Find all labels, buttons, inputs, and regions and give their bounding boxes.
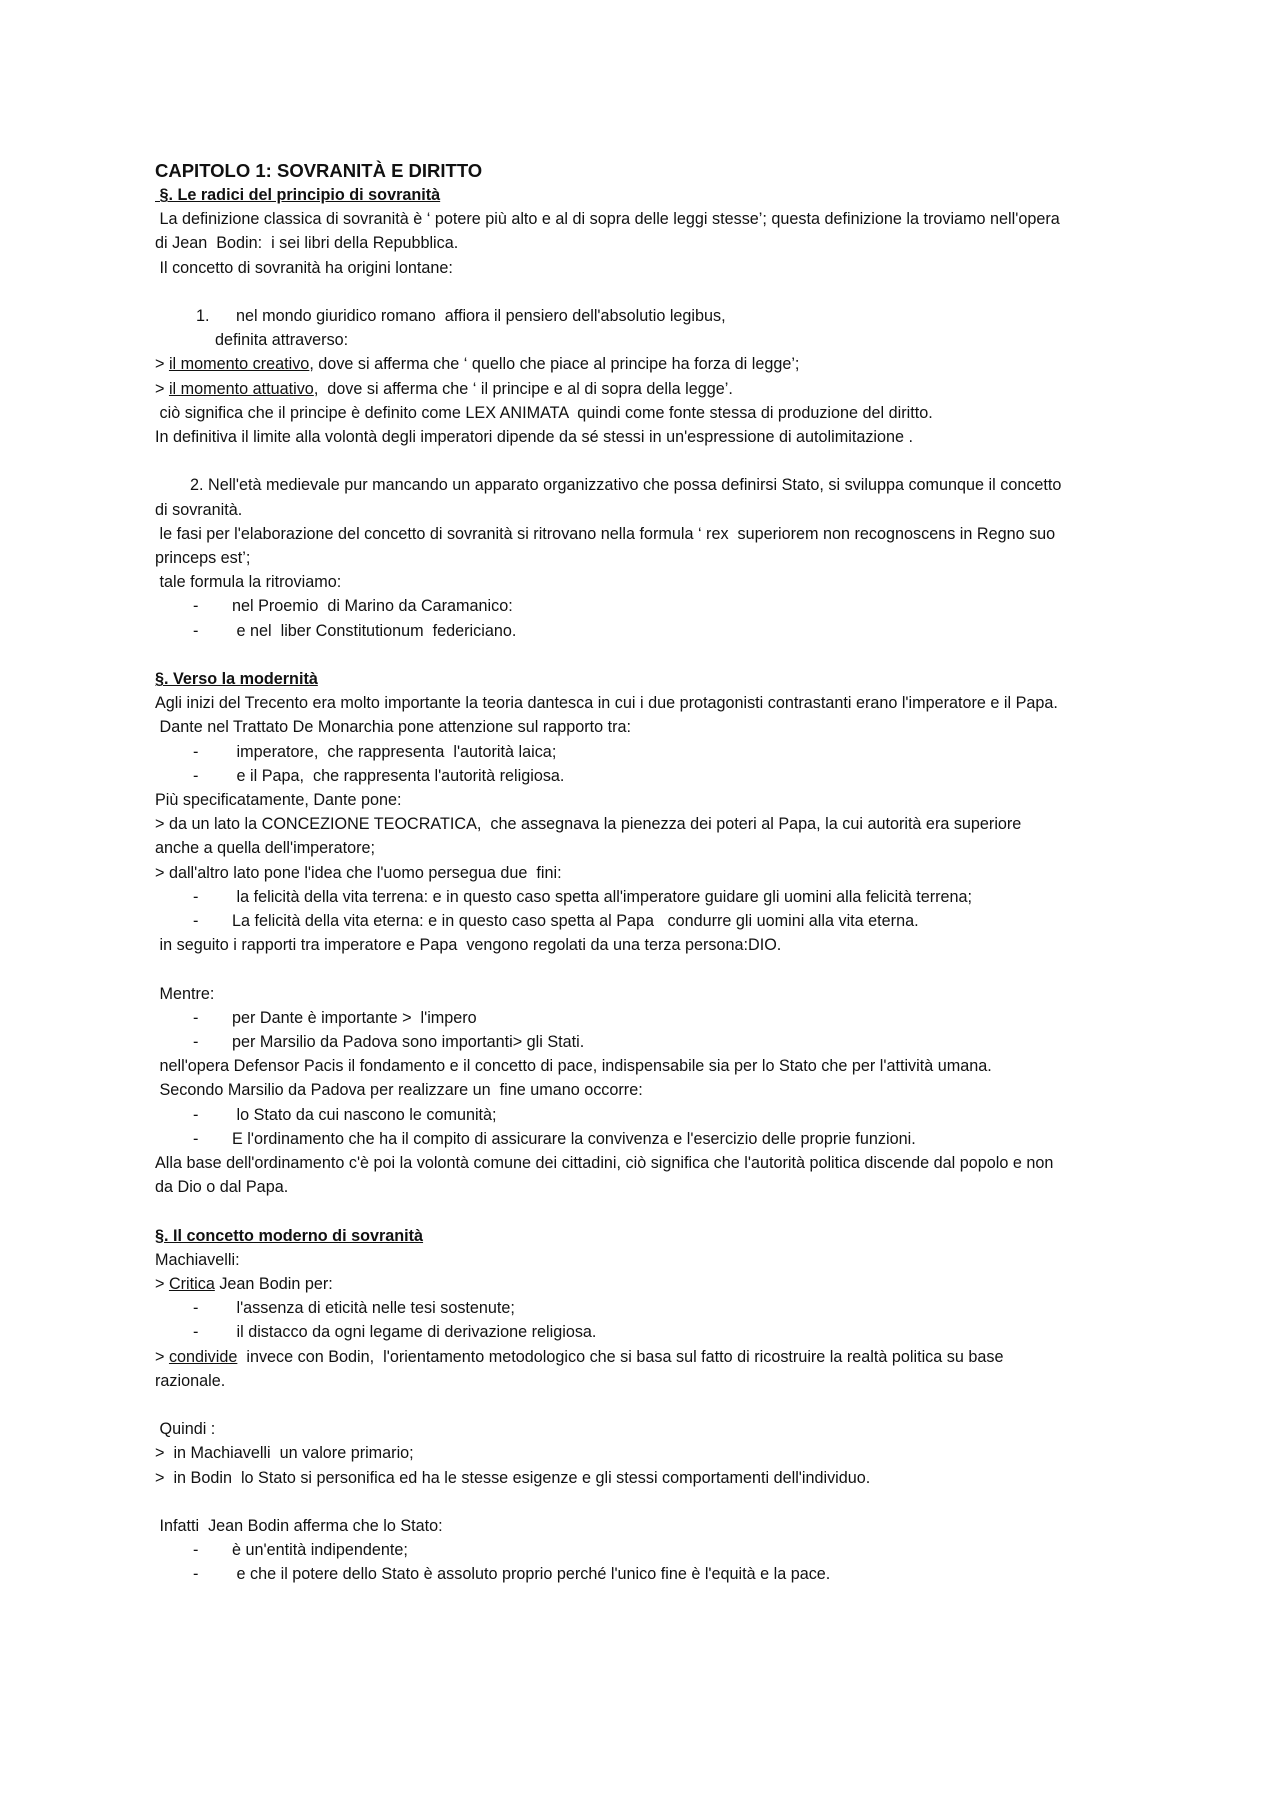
item-text: e nel liber Constitutionum federiciano. [232, 621, 517, 640]
spacer [155, 643, 1130, 667]
paragraph: > in Machiavelli un valore primario; [155, 1444, 414, 1463]
dash-item [155, 1103, 1130, 1127]
dash-item [155, 1562, 1130, 1586]
spacer [155, 1490, 1130, 1514]
dash-marker: - [193, 887, 199, 906]
paragraph: di sovranità. [155, 500, 243, 519]
item-text: , dove si afferma che ‘ il principe e al di sopra della legge’. [313, 379, 733, 398]
item-text: La felicità della vita eterna: e in questo caso spetta al Papa condurre gli uomini alla vita eterna. [232, 912, 919, 931]
paragraph: Il concetto di sovranità ha origini lontane: [155, 258, 453, 277]
numbered-item-2: 2. Nell'età medievale pur mancando un apparato organizzativo che possa definirsi Stato, si sviluppa comunque il concetto [190, 476, 1062, 495]
underlined-term: condivide [168, 1347, 238, 1366]
dash-item [155, 1296, 1130, 1320]
list-item-momento-attuativo [155, 377, 1130, 401]
arrow-marker: > [155, 379, 169, 398]
dash-marker: - [193, 621, 199, 640]
spacer [155, 449, 1130, 473]
item-text: e che il potere dello Stato è assoluto proprio perché l'unico fine è l'equità e la pace. [232, 1565, 831, 1584]
item-text: per Dante è importante > l'impero [232, 1008, 477, 1027]
item-text: nel Proemio di Marino da Caramanico: [232, 597, 513, 616]
dash-item [155, 740, 1130, 764]
paragraph: princeps est’; [155, 549, 251, 568]
paragraph: nell'opera Defensor Pacis il fondamento e il concetto di pace, indispensabile sia per lo Stato che per l'attività umana. [155, 1057, 992, 1076]
item-text: è un'entità indipendente; [232, 1541, 408, 1560]
item-text: per Marsilio da Padova sono importanti> gli Stati. [232, 1033, 585, 1052]
dash-marker: - [193, 1299, 199, 1318]
dash-item [155, 909, 1130, 933]
dash-marker: - [193, 766, 199, 785]
spacer [155, 1393, 1130, 1417]
paragraph: di Jean Bodin: i sei libri della Repubblica. [155, 234, 459, 253]
paragraph: da Dio o dal Papa. [155, 1178, 289, 1197]
paragraph: ciò significa che il principe è definito come LEX ANIMATA quindi come fonte stessa di produzione del diritto. [155, 403, 933, 422]
item-text: il distacco da ogni legame di derivazione religiosa. [232, 1323, 597, 1342]
item-text: Jean Bodin per: [214, 1275, 333, 1294]
item-text: E l'ordinamento che ha il compito di assicurare la convivenza e l'esercizio delle proprie funzioni. [232, 1129, 916, 1148]
list-item-condivide [155, 1345, 1130, 1369]
paragraph: tale formula la ritroviamo: [155, 573, 342, 592]
dash-marker: - [193, 1323, 199, 1342]
paragraph: Mentre: [155, 984, 215, 1003]
paragraph: Dante nel Trattato De Monarchia pone attenzione sul rapporto tra: [155, 718, 632, 737]
dash-item [155, 764, 1130, 788]
dash-marker: - [193, 597, 199, 616]
dash-marker: - [193, 1541, 199, 1560]
dash-item [155, 594, 1130, 618]
paragraph: Secondo Marsilio da Padova per realizzare un fine umano occorre: [155, 1081, 643, 1100]
spacer [155, 1199, 1130, 1223]
spacer [155, 280, 1130, 304]
paragraph: La definizione classica di sovranità è ‘ potere più alto e al di sopra delle leggi stesse’; questa definizione la troviamo nell'opera [155, 210, 1060, 229]
item-text: l'assenza di eticità nelle tesi sostenute; [232, 1299, 515, 1318]
section-heading-radici: §. Le radici del principio di sovranità [155, 186, 441, 204]
paragraph: > da un lato la CONCEZIONE TEOCRATICA, che assegnava la pienezza dei poteri al Papa, la cui autorità era superiore [155, 815, 1022, 834]
paragraph: Machiavelli: [155, 1250, 240, 1269]
section-heading-modernita: §. Verso la modernità [155, 670, 318, 689]
paragraph: anche a quella dell'imperatore; [155, 839, 375, 858]
paragraph: Più specificatamente, Dante pone: [155, 791, 402, 810]
item-number: 1. [196, 307, 210, 325]
dash-marker: - [193, 1129, 199, 1148]
arrow-marker: > [155, 1347, 169, 1366]
dash-marker: - [193, 742, 199, 761]
dash-item [155, 1030, 1130, 1054]
chapter-title: CAPITOLO 1: SOVRANITÀ E DIRITTO [155, 160, 483, 181]
dash-marker: - [193, 1008, 199, 1027]
paragraph: > dall'altro lato pone l'idea che l'uomo persegua due fini: [155, 863, 562, 882]
dash-item [155, 619, 1130, 643]
paragraph: in seguito i rapporti tra imperatore e Papa vengono regolati da una terza persona:DIO. [155, 936, 782, 955]
underlined-term: il momento attuativo [168, 379, 314, 398]
item-text: e il Papa, che rappresenta l'autorità religiosa. [232, 766, 565, 785]
paragraph: > in Bodin lo Stato si personifica ed ha le stesse esigenze e gli stessi comportamenti dell'individuo. [155, 1468, 871, 1487]
section-heading-concetto-moderno: §. Il concetto moderno di sovranità [155, 1226, 424, 1245]
underlined-term: il momento creativo [168, 355, 310, 374]
dash-marker: - [193, 1105, 199, 1124]
arrow-marker: > [155, 1275, 169, 1294]
item-subline: definita attraverso: [215, 331, 349, 350]
paragraph: le fasi per l'elaborazione del concetto di sovranità si ritrovano nella formula ‘ rex superiorem non recognoscens in Regno suo [155, 524, 1056, 543]
paragraph: Quindi : [155, 1420, 216, 1439]
dash-item [155, 1538, 1130, 1562]
dash-item [155, 1006, 1130, 1030]
paragraph: Infatti Jean Bodin afferma che lo Stato: [155, 1517, 443, 1536]
numbered-item-1 [155, 304, 1130, 328]
underlined-term: Critica [168, 1275, 215, 1294]
dash-marker: - [193, 1565, 199, 1584]
dash-item [155, 885, 1130, 909]
spacer [155, 957, 1130, 981]
list-item-critica [155, 1272, 1130, 1296]
item-text: invece con Bodin, l'orientamento metodologico che si basa sul fatto di ricostruire la realtà politica su base [237, 1347, 1004, 1366]
dash-item [155, 1127, 1130, 1151]
item-text: imperatore, che rappresenta l'autorità laica; [232, 742, 557, 761]
item-text: la felicità della vita terrena: e in questo caso spetta all'imperatore guidare gli uomini alla felicità terrena; [232, 887, 973, 906]
paragraph: Agli inizi del Trecento era molto importante la teoria dantesca in cui i due protagonisti contrastanti erano l'imperatore e il Papa. [155, 694, 1058, 713]
paragraph: In definitiva il limite alla volontà degli imperatori dipende da sé stessi in un'espressione di autolimitazione . [155, 428, 914, 447]
dash-marker: - [193, 1033, 199, 1052]
arrow-marker: > [155, 355, 169, 374]
item-text: , dove si afferma che ‘ quello che piace al principe ha forza di legge’; [309, 355, 800, 374]
paragraph: Alla base dell'ordinamento c'è poi la volontà comune dei cittadini, ciò significa che l'autorità politica discende dal popolo e non [155, 1154, 1054, 1173]
dash-item [155, 1320, 1130, 1344]
list-item-momento-creativo [155, 352, 1130, 376]
item-text: lo Stato da cui nascono le comunità; [232, 1105, 497, 1124]
item-text: nel mondo giuridico romano affiora il pensiero dell'absolutio legibus, [236, 307, 726, 325]
paragraph: razionale. [155, 1371, 226, 1390]
document-page [155, 155, 1130, 1587]
dash-marker: - [193, 912, 199, 931]
